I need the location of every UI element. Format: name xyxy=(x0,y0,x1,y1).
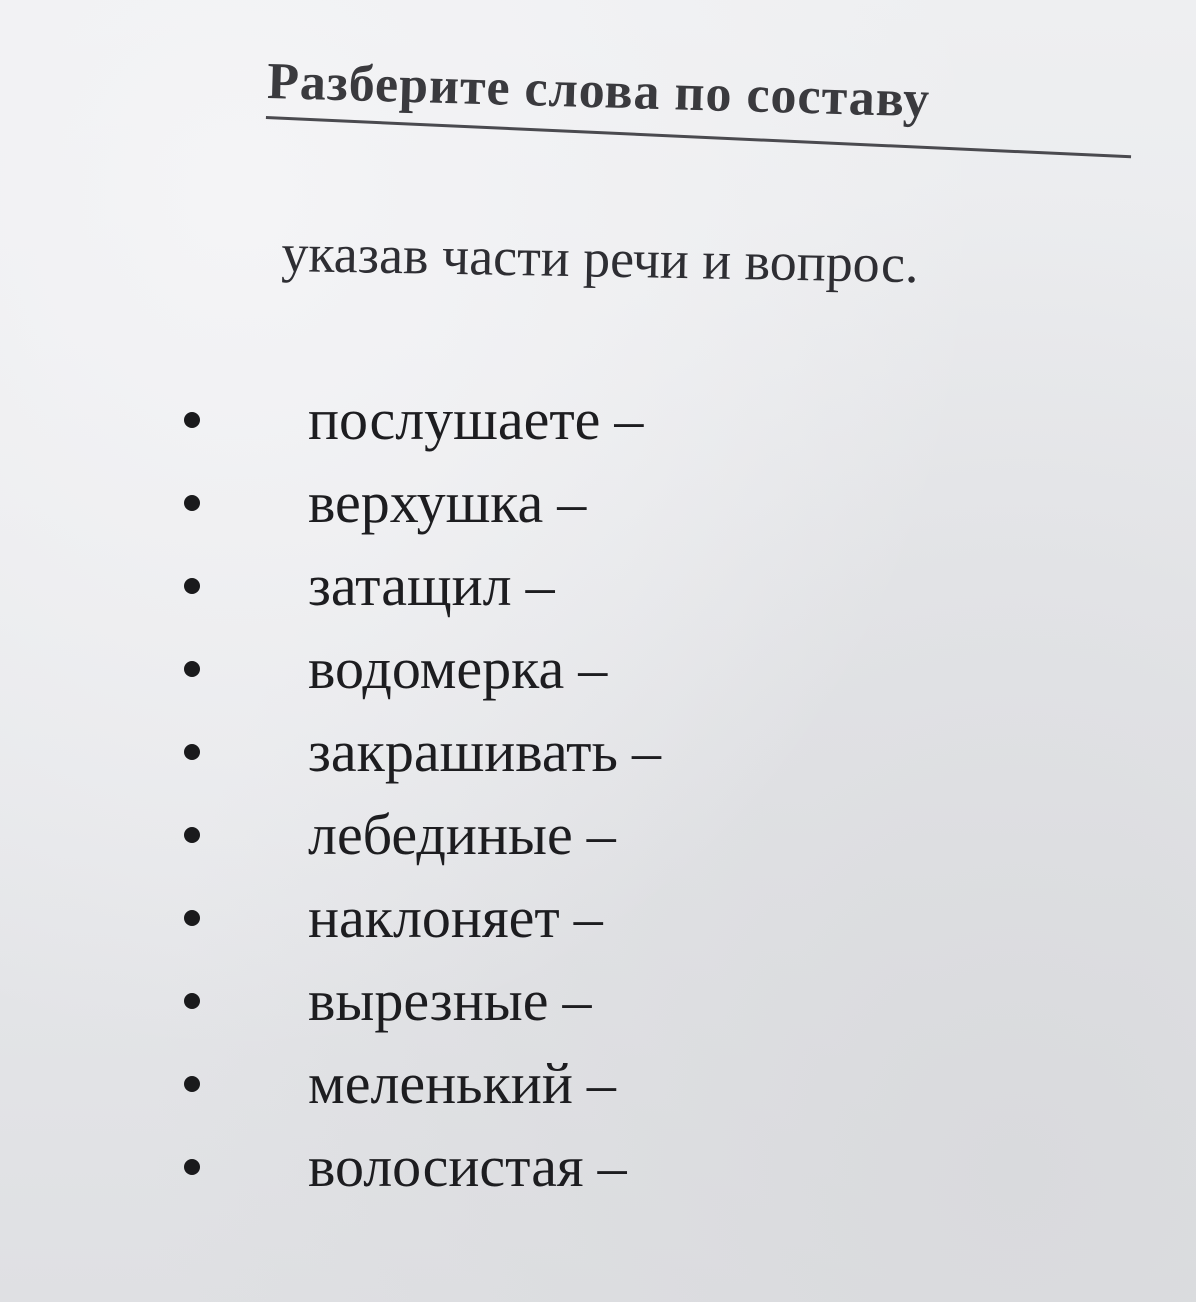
word-text: лебединые xyxy=(308,801,573,867)
bullet-icon xyxy=(184,744,200,760)
list-item xyxy=(160,1042,661,1125)
list-item xyxy=(160,710,661,793)
list-item xyxy=(160,959,661,1042)
word-list xyxy=(160,378,661,1208)
bullet-icon xyxy=(184,495,200,511)
bullet-icon xyxy=(184,1076,200,1092)
bullet-icon xyxy=(184,412,200,428)
word-text: наклоняет xyxy=(308,884,560,950)
word-text: волосистая xyxy=(308,1133,584,1199)
word-text: вырезные xyxy=(308,967,549,1033)
instruction-text: указав части речи и вопрос. xyxy=(280,222,920,295)
list-item xyxy=(160,627,661,710)
word-text: водомерка xyxy=(308,635,565,701)
bullet-icon xyxy=(184,993,200,1009)
dash-separator: – xyxy=(597,1133,627,1199)
dash-separator: – xyxy=(573,884,603,950)
bullet-icon xyxy=(184,1159,200,1175)
list-item xyxy=(160,378,661,461)
word-text: верхушка xyxy=(308,469,544,535)
list-item xyxy=(160,876,661,959)
dash-separator: – xyxy=(557,469,587,535)
dash-separator: – xyxy=(586,1050,616,1116)
list-item xyxy=(160,461,661,544)
dash-separator: – xyxy=(631,718,661,784)
list-item xyxy=(160,793,661,876)
dash-separator: – xyxy=(586,801,616,867)
list-item xyxy=(160,544,661,627)
word-text: затащил xyxy=(308,552,512,618)
bullet-icon xyxy=(184,910,200,926)
list-item xyxy=(160,1125,661,1208)
dash-separator: – xyxy=(525,552,555,618)
word-text: меленький xyxy=(308,1050,573,1116)
bullet-icon xyxy=(184,578,200,594)
dash-separator: – xyxy=(562,967,592,1033)
dash-separator: – xyxy=(578,635,608,701)
word-text: закрашивать xyxy=(308,718,618,784)
word-text: послушаете xyxy=(308,386,601,452)
bullet-icon xyxy=(184,661,200,677)
dash-separator: – xyxy=(614,386,644,452)
page-title: Разберите слова по составу xyxy=(266,52,931,129)
bullet-icon xyxy=(184,827,200,843)
